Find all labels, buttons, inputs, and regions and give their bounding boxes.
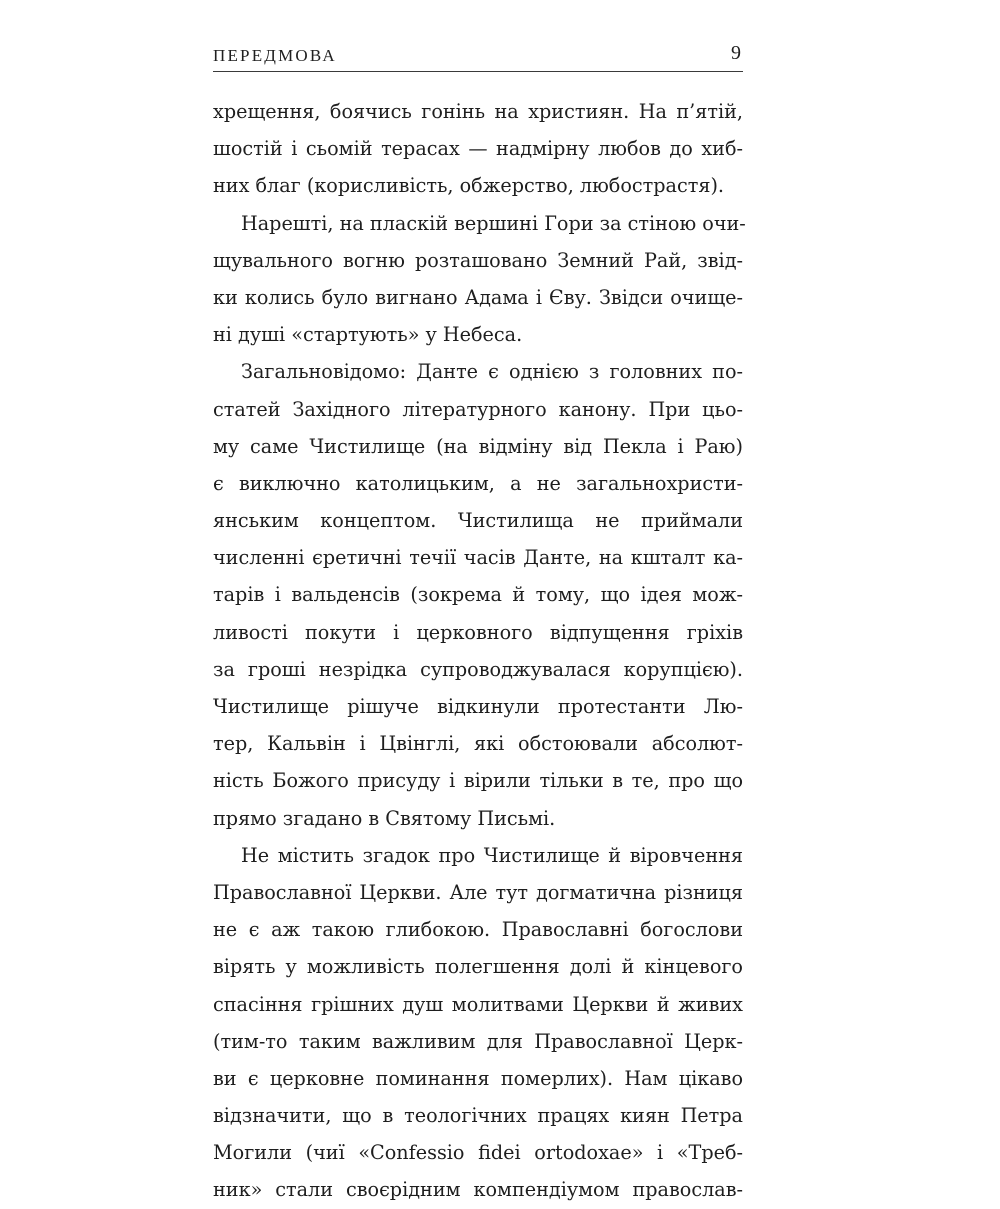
text-line: ник» стали своєрідним компендіумом православ- [213,1178,743,1202]
text-line: прямо згадано в Святому Письмі. [213,806,556,830]
text-line: Загальновідомо: Данте є однією з головних по- [241,360,743,384]
text-line: ки колись було вигнано Адама і Єву. Звідси очище- [213,285,743,309]
text-line: ність Божого присуду і вірили тільки в те, про що [213,769,743,793]
text-line: янським концептом. Чистилища не приймали [213,509,743,533]
paragraph [213,205,746,354]
text-line: статей Західного літературного канону. При цьо- [213,397,743,421]
text-line: Могили (чиї «Confessio fidei ortodoxae» і «Треб- [213,1141,743,1165]
text-line: спасіння грішних душ молитвами Церкви й живих [213,992,743,1016]
paragraph [213,837,743,1209]
paragraph [213,93,743,205]
text-line: численні єретичні течії часів Данте, на кшталт ка- [213,546,743,570]
text-line: відзначити, що в теологічних працях киян Петра [213,1104,743,1128]
text-line: Православної Церкви. Але тут догматична різниця [213,880,743,904]
text-line: му саме Чистилище (на відміну від Пекла і Раю) [213,434,743,458]
text-line: ні душі «стартують» у Небеса. [213,323,523,347]
text-line: вірять у можливість полегшення долі й кінцевого [213,955,743,979]
text-line: Чистилище рішуче відкинули протестанти Лю- [213,695,743,718]
header-rule [213,71,743,72]
text-line: є виключно католицьким, а не загальнохристи- [213,471,743,495]
paragraph [213,353,743,836]
running-head [213,36,741,76]
text-line: Нарешті, на пласкій вершині Гори за стіною очи- [241,211,746,235]
page-number: 9 [731,42,741,64]
text-line: тарів і вальденсів (зокрема й тому, що ідея мож- [213,583,743,607]
text-line: них благ (корисливість, обжерство, любострастя). [213,174,725,198]
body-text [213,93,746,1209]
text-line: ви є церковне поминання померлих). Нам цікаво [213,1066,743,1090]
text-line: хрещення, боячись гонінь на християн. На п’ятій, [213,100,743,123]
text-line: не є аж такою глибокою. Православні богослови [213,918,743,942]
text-line: ливості покути і церковного відпущення гріхів [213,620,743,644]
text-line: за гроші незрідка супроводжувалася корупцією). [213,657,743,681]
text-line: шостій і сьомій терасах — надмірну любов до хиб- [213,137,743,161]
text-line: Не містить згадок про Чистилище й віровчення [241,843,743,867]
text-line: тер, Кальвін і Цвінглі, які обстоювали абсолют- [213,732,743,756]
section-title: ПЕРЕДМОВА [213,46,337,65]
text-line: (тим-то таким важливим для Православної Церк- [213,1029,743,1053]
text-line: щувального вогню розташовано Земний Рай, звід- [213,248,743,272]
